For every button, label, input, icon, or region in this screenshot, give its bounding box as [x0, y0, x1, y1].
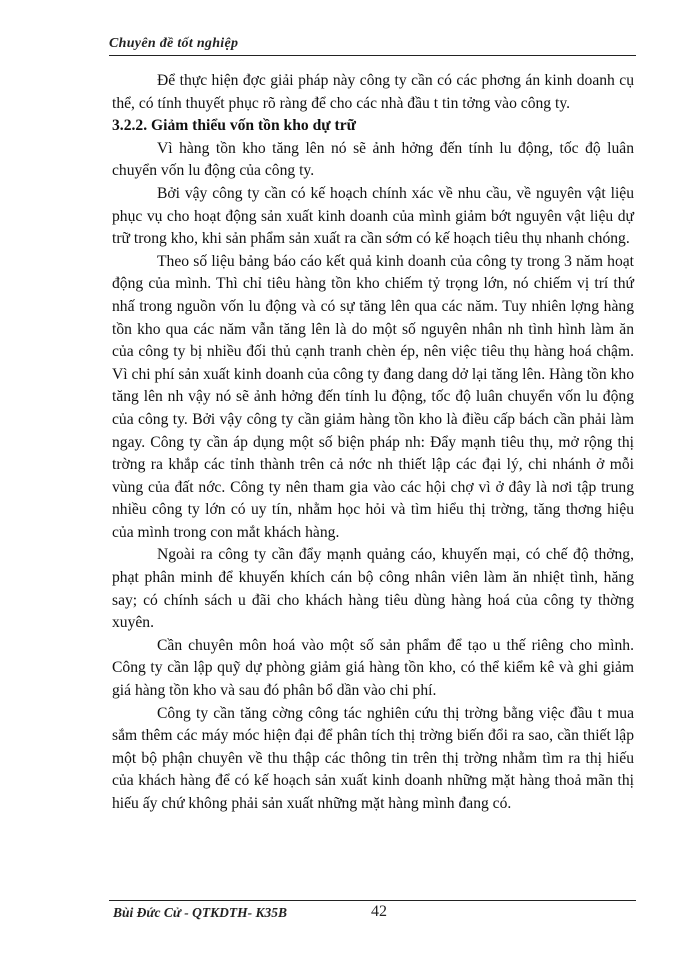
page-number: 42 [371, 903, 387, 920]
section-heading: 3.2.2. Giảm thiểu vốn tồn kho dự trữ [112, 117, 356, 135]
header-divider [109, 55, 636, 56]
page-header-title: Chuyên đề tốt nghiệp [109, 36, 239, 51]
paragraph: Công ty cần tăng cờng công tác nghiên cứu thị trờng bằng việc đầu t mua sắm thêm các máy móc hiện đại để phân tích thị trờng biến đổi ra sao, cần thiết lập một bộ phận chuyên về thu thập các thông tin trên thị trờng nhằm tìm ra thị hiếu của khách hàng để có kế hoạch sản xuất kinh doanh những mặt hàng thoả mãn thị hiếu ấy chứ không phải sản xuất những mặt hàng mình đang có. [112, 704, 634, 812]
footer-divider [109, 900, 636, 901]
paragraph: Bởi vậy công ty cần có kế hoạch chính xác về nhu cầu, về nguyên vật liệu phục vụ cho hoạt động sản xuất kinh doanh của mình giảm bớt nguyên vật liệu dự trữ trong kho, khi sản phẩm sản xuất ra cần sớm có kế hoạch tiêu thụ nhanh chóng. [112, 184, 634, 248]
footer-author: Bùi Đức Cử - QTKDTH- K35B [113, 905, 288, 920]
paragraph: Theo số liệu bảng báo cáo kết quả kinh doanh của công ty trong 3 năm hoạt động của mình. Thì chỉ tiêu hàng tồn kho chiếm tỷ trọng lớn, nó chiếm vị trí thứ nhấ trong nguồn vốn lu động và có sự tăng lên qua các năm. Tuy nhiên lợng hàng tồn kho qua các năm vẫn tăng lên là do một số nguyên nhân nh tình hình làm ăn của công ty bị nhiều đối thủ cạnh tranh chèn ép, nên việc tiêu thụ hàng hoá chậm. Vì chi phí sản xuất kinh doanh của công ty đang dang dở lại tăng lên. Hàng tồn kho tăng lên nh vậy nó sẽ ảnh hởng đến tính lu động, tốc độ luân chuyển vốn lu động của công ty. Bởi vậy công ty cần giảm hàng tồn kho là điều cấp bách cần phải làm ngay. Công ty cần áp dụng một số biện pháp nh: Đẩy mạnh tiêu thụ, mở rộng thị trờng ra khắp các tỉnh thành trên cả nớc nh thiết lập các đại lý, chi nhánh ở mỗi vùng của đất nớc. Công ty nên tham gia vào các hội chợ vì ở đây là nơi tập trung nhiều công ty lớn có uy tín, nhằm học hỏi và tìm hiểu thị trờng, tăng thơng hiệu của mình trong con mắt khách hàng. [112, 252, 634, 541]
document-body [112, 70, 634, 816]
paragraph: Vì hàng tồn kho tăng lên nó sẽ ảnh hởng đến tính lu động, tốc độ luân chuyển vốn lu động của công ty. [112, 139, 634, 180]
paragraph: Ngoài ra công ty cần đẩy mạnh quảng cáo, khuyến mại, có chế độ thởng, phạt phân minh để khuyến khích cán bộ công nhân viên làm ăn nhiệt tình, hăng say; có chính sách u đãi cho khách hàng tiêu dùng hàng hoá của công ty thờng xuyên. [112, 546, 634, 632]
paragraph-intro: Để thực hiện đợc giải pháp này công ty cần có các phơng án kinh doanh cụ thể, có tính thuyết phục rõ ràng để cho các nhà đầu t tin tởng vào công ty. [112, 72, 634, 112]
paragraph: Cần chuyên môn hoá vào một số sản phẩm để tạo u thế riêng cho mình. Công ty cần lập quỹ dự phòng giảm giá hàng tồn kho, có thể kiểm kê và ghi giảm giá hàng tồn kho và sau đó phân bổ dần vào chi phí. [112, 636, 634, 700]
